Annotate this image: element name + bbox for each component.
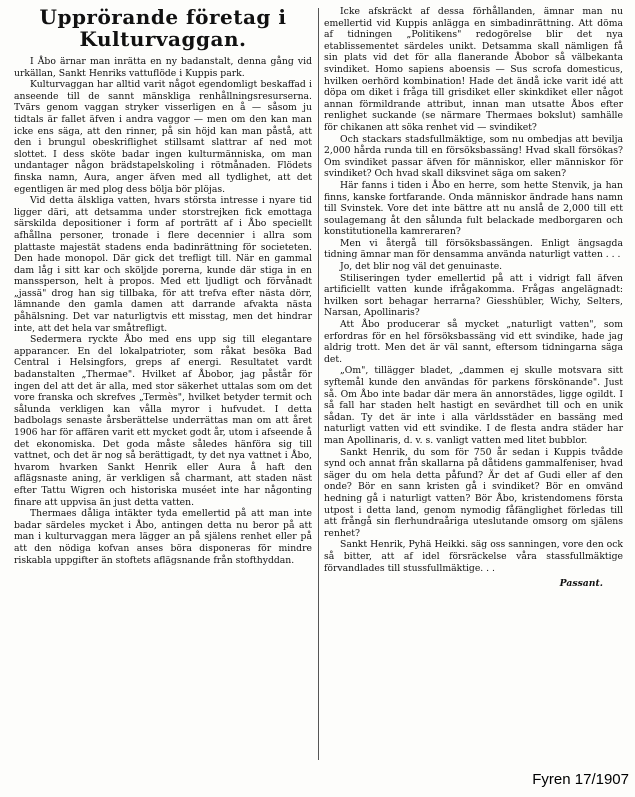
article-paragraph: Icke afskräckt af dessa förhållanden, ämnar man nu emellertid vid Kuppis anlägga en simbadinrättning. Att döma af tidningen „Politikens" redogörelse blir det nya etablissementet särdeles unikt. Detsamma skall nämligen få sin plats vid det för alla flanerande Åbobor så välbekanta svindiket. Homo sapiens aboensis — Sus scrofa domesticus, hvilken oerhörd kombination! Hade det ändå icke varit idé att döpa om diket i fråga till grisdiket eller skinkdiket eller något annan förmildrande attribut, innan man utsatte Åbos efter renlighet suckande (se närmare Thermaes bokslut) samhälle för chikanen att söka renhet vid — svindiket? [324, 6, 623, 133]
left-column [14, 6, 312, 566]
article-paragraph: Stiliseringen tyder emellertid på att i vidrigt fall äfven artificiellt vatten kunde ifrågakomma. Frågas angelägnadt: hvilken sort behagar herrarna? Giesshübler, Wichy, Selters, Narsan, Apollinaris? [324, 272, 623, 319]
article-paragraph: Sankt Henrik, Pyhä Heikki. säg oss sanningen, vore den ock så bitter, att af idel försräckelse våra stassfullmäktige förvandlades till stussfullmäktige. . . [324, 539, 623, 574]
article-paragraph: Och stackars stadsfullmäktige, som nu ombedjas att bevilja 2,000 hårda runda till en försöksbassäng! Hvad skall försökas? Om svindiket passar äfven för människor, eller människor för svindiket? Och hvad skall diksvinet säga om saken? [324, 133, 623, 180]
right-column [324, 6, 623, 590]
article-paragraph: Kulturvaggan har alltid varit något egendomligt beskaffad i anseende till de sannt mänskliga renhållningsresurserna. Tvärs genom vaggan stryker visserligen en å — såsom ju tidtals är fallet äfven i andra vaggor — men om den kan man icke ens säga, att den rinner, på sin höjd kan man påstå, att den i brungul obeskriflighet stillsamt slattrar af ned mot slottet. I dess sköte badar ingen kulturmänniska, om man undantager någon brädstapelskoling i rötmånaden. Flödets finska namn, Aura, anger äfven med all tydlighet, att det egentligen är med plog dess bölja bör plöjas. [14, 79, 312, 195]
column-divider [318, 8, 319, 760]
author-signature: Passant. [559, 578, 603, 590]
article-paragraph: Thermaes dåliga intäkter tyda emellertid på att man inte badar särdeles mycket i Åbo, antingen detta nu beror på att man i kulturvaggan mera lägger an på själens renhet eller på att den nödiga kofvan anses böra disponeras för mindre riskabla uppgifter än stoftets aflägsnande från stofthyddan. [14, 508, 312, 566]
article-paragraph: Att Åbo producerar så mycket „naturligt vatten", som erfordras för en hel försöksbassäng vid ett svindike, hade jag aldrig trott. Men det är väl sannt, eftersom tidningarna säga det. [324, 319, 623, 365]
article-paragraph: Men vi återgå till försöksbassängen. Enligt ängsagda tidning ämnar man för densamma använda naturligt vatten . . . [324, 237, 623, 261]
article-paragraph: „Om", tillägger bladet, „dammen ej skulle motsvara sitt syftemål kunde den användas för parkens förskönande". Just så. Om Åbo inte badar där mera än annorstädes, ligge ogildt. I så fall har staden helt hastigt en sevärdhet till och en unik sådan. Ty det är inte i alla världsstäder en bassäng med naturligt vatten vid ett svindike. I de flesta andra städer har man Apollinaris, d. v. s. vanligt vatten med litet bubblor. [324, 365, 623, 446]
article-paragraph: Sankt Henrik, du som för 750 år sedan i Kuppis tvådde synd och annat från skallarna på dåtidens gammalfeniser, hvad säger du om hela detta påfund? Är det af Gudi eller af den onde? Bör en sann kristen gå i svindiket? Bör en omvänd hedning gå i naturligt vatten? Bör Åbo, kristendomens första utpost i detta land, genom nymodig fåfänglighet förledas till att frångå sin flerhundraåriga uteslutande omsorg om själens renhet? [324, 446, 623, 539]
article-title: Upprörande företag i Kulturvaggan. [39, 5, 287, 51]
article-paragraph: Jo, det blir nog väl det genuinaste. [340, 261, 503, 273]
article-paragraph: Här fanns i tiden i Åbo en herre, som hette Stenvik, ja han finns, kanske fortfarande. Onda människor ändrade hans namn till Svinstek. Vore det inte bättre att nu anslå de 2,000 till ett soulagemang åt den sålunda fult belackade medborgaren och konstitutionella kamreraren? [324, 179, 623, 238]
article-paragraph: Sedermera ryckte Åbo med ens upp sig till elegantare apparancer. En del lokalpatrioter, som råkat besöka Bad Central i Helsingfors, greps af energi. Resultatet vardt badanstalten „Thermae". Hvilket af Åbobor, jag påstår för ingen del att det är alla, med stor säkerhet uttalas som om det vore franska och skrefves „Termès", hvilket betyder termit och sålunda verkligen kan vålla myror i hufvudet. I detta badbolags senaste årsberättelse underrättas man om att året 1906 har för affären varit ett mycket godt år, utom i afseende å det ekonomiska. Det goda måste således hänföra sig till vattnet, och det är nog så berättigadt, ty det nya vattnet i Åbo, hvarom hvarken Sankt Henrik eller Aura å haft den aflägsnaste aning, är verkligen så charmant, att staden näst efter Tattu Wigren och historiska muséet inte har någonting finare att uppvisa än just detta vatten. [14, 334, 312, 508]
source-caption: Fyren 17/1907 [532, 771, 629, 788]
article-paragraph: I Åbo ärnar man inrätta en ny badanstalt, denna gång vid urkällan, Sankt Henriks vattuflöde i Kuppis park. [14, 56, 312, 79]
article-paragraph: Vid detta älskliga vatten, hvars största intresse i nyare tid ligger däri, att detsamma under storstrejken fick emottaga särskilda depositioner i form af porträtt af i Åbo speciellt afhållna personer, tronade i flere decennier i allra som plattaste majestät stadens enda badinrättning för societeten. Den hade monopol. Där gick det trefligt till. När en gammal dam låg i sitt kar och sköljde porerna, kunde där stiga in en manssperson, helt à propos. Med ett ljudligt och förvånadt „jassä" drog han sig tillbaka, för att trefva efter nästa dörr, lämnande den gamla damen att darrande afvakta nästa påhälsning. Det var naturligtvis ett misstag, men det hindrar inte, att det hela var småtrefligt. [14, 195, 312, 334]
